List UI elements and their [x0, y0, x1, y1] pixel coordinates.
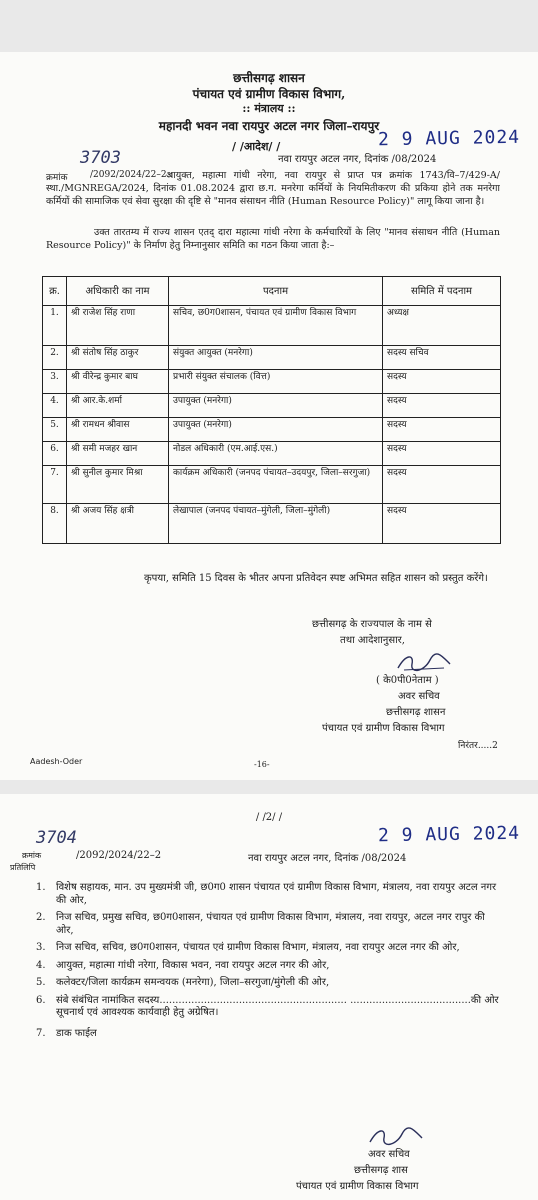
order-page-1	[0, 52, 538, 780]
governor-line1: छत्तीसगढ़ के राज्यपाल के नाम से	[312, 619, 432, 630]
cell-role: सदस्य	[383, 394, 501, 418]
cell-designation: प्रभारी संयुक्त संचालक (वित्त)	[169, 370, 383, 394]
cell-name: श्री रामधन श्रीवास	[67, 418, 169, 442]
table-row	[43, 346, 501, 370]
list-item: 6. संबे संबंधित नामांकित सदस्य........................................................... ......................................की ओर सूचनार्थ एवं आवश्यक कार्यवाही हेतु अग्रेषित।	[36, 994, 499, 1018]
committee-table	[42, 276, 501, 544]
signatory-designation: अवर सचिव	[398, 691, 440, 702]
cell-designation: नोडल अधिकारी (एम.आई.एस.)	[169, 442, 383, 466]
cell-serial: 3.	[43, 370, 67, 394]
cell-serial: 6.	[43, 442, 67, 466]
cell-name: श्री समी मजहर खान	[67, 442, 169, 466]
cell-designation: सचिव, छ0ग0शासन, पंचायत एवं ग्रामीण विकास विभाग	[169, 306, 383, 346]
signatory-govt: छत्तीसगढ़ शास	[354, 1165, 408, 1176]
inward-number: 3704	[36, 828, 77, 848]
list-item: 2. निज सचिव, प्रमुख सचिव, छ0ग0शासन, पंचायत एवं ग्रामीण विकास विभाग, मंत्रालय, नवा रायपुर, अटल नगर रापुर की ओर,	[36, 912, 485, 936]
cell-role: सदस्य	[383, 418, 501, 442]
list-item: 3. निज सचिव, सचिव, छ0ग0शासन, पंचायत एवं ग्रामीण विकास विभाग, मंत्रालय, नवा रायपुर अटल नगर की ओर,	[36, 942, 460, 953]
kramank-value: /2092/2024/22–2	[76, 850, 162, 861]
cell-designation: लेखापाल (जनपद पंचायत–मुंगेली, जिला–मुंगेली)	[169, 504, 383, 544]
cell-role: सदस्य	[383, 370, 501, 394]
list-item: 5. कलेक्टर/जिला कार्यक्रम समन्वयक (मनरेगा), जिला–सरगुजा/मुंगेली की ओर,	[36, 977, 330, 988]
col-header-name: अधिकारी का नाम	[67, 277, 169, 306]
col-header-committee-role: समिति में पदनाम	[383, 277, 501, 306]
page-number: -16-	[254, 760, 270, 769]
para2: उक्त तारतम्य में राज्य शासन एतद् दारा महात्मा गांधी नरेगा के कर्मचारियों के लिए "मानव संसाधन नीति (Human Resource Policy)" के निर्माण हेतु निम्नानुसार समिति का गठन किया जाता है:–	[46, 227, 500, 251]
signatory-designation: अवर सचिव	[368, 1149, 410, 1160]
table-row	[43, 306, 501, 346]
govt-header-line3: :: मंत्रालय ::	[242, 102, 296, 115]
footer-file-name: Aadesh-Oder	[30, 757, 83, 766]
cell-name: श्री सुनील कुमार मिश्रा	[67, 466, 169, 504]
cell-name: श्री संतोष सिंह ठाकुर	[67, 346, 169, 370]
govt-header-line1: छत्तीसगढ़ शासन	[233, 71, 305, 85]
table-row	[43, 370, 501, 394]
table-row	[43, 466, 501, 504]
govt-header-line2: पंचायत एवं ग्रामीण विकास विभाग,	[192, 87, 346, 101]
continued-marker: निरंतर.....2	[458, 741, 498, 751]
place-date: नवा रायपुर अटल नगर, दिनांक /08/2024	[248, 853, 407, 864]
cell-designation: उपायुक्त (मनरेगा)	[169, 394, 383, 418]
col-header-designation: पदनाम	[169, 277, 383, 306]
cell-serial: 4.	[43, 394, 67, 418]
kramank-label: क्रमांक	[46, 173, 68, 183]
cell-serial: 1.	[43, 306, 67, 346]
cell-name: श्री वीरेन्द्र कुमार बाघ	[67, 370, 169, 394]
para1: आयुक्त, महात्मा गांधी नरेगा, नवा रायपुर से प्राप्त पत्र क्रमांक 1743/वि–7/429-A/स्था./MGNREGA/2024, दिनांक 01.08.2024 द्वारा छ.ग. मनरेगा कर्मियों के नियमितीकरण की प्रकिया होने तक मनरेगा कर्मियों की सामाजिक एवं सेवा सुरक्षा की दृष्टि से "मानव संसाधन नीति (Human Resource Policy)" लागू किया जाना है।	[46, 170, 500, 207]
cell-designation: संयुक्त आयुक्त (मनरेगा)	[169, 346, 383, 370]
signatory-dept: पंचायत एवं ग्रामीण विकास विभाग	[322, 723, 445, 734]
signatory-name: ( के0पी0नेताम )	[376, 675, 439, 686]
kramank-value: /2092/2024/22–2::	[90, 170, 173, 180]
list-item: 4. आयुक्त, महात्मा गांधी नरेगा, विकास भवन, नवा रायपुर अटल नगर की ओर,	[36, 959, 330, 971]
inward-number: 3703	[80, 148, 121, 168]
place-date: नवा रायपुर अटल नगर, दिनांक /08/2024	[278, 154, 437, 165]
list-item: 1. विशेष सहायक, मान. उप मुख्यमंत्री जी, छ0ग0 शासन पंचायत एवं ग्रामीण विकास विभाग, मंत्रालय, नवा रायपुर अटल नगर की ओर,	[36, 882, 497, 906]
cell-name: श्री राजेश सिंह राणा	[67, 306, 169, 346]
committee-table-header	[43, 277, 501, 306]
cell-serial: 5.	[43, 418, 67, 442]
cell-name: श्री आर.के.शर्मा	[67, 394, 169, 418]
col-header-serial: क्र.	[43, 277, 67, 306]
para3: कृपया, समिति 15 दिवस के भीतर अपना प्रतिवेदन स्पष्ट अभिमत सहित शासन को प्रस्तुत करेंगे।	[144, 573, 488, 584]
cell-role: सदस्य	[383, 466, 501, 504]
cell-serial: 7.	[43, 466, 67, 504]
cell-role: सदस्य सचिव	[383, 346, 501, 370]
cell-role: अध्यक्ष	[383, 306, 501, 346]
cell-role: सदस्य	[383, 442, 501, 466]
governor-line2: तथा आदेशानुसार,	[340, 635, 405, 646]
page2-label: / /2/ /	[255, 812, 283, 823]
cell-designation: कार्यक्रम अधिकारी (जनपद पंचायत–उदयपुर, जिला–सरगुजा)	[169, 466, 383, 504]
dispatch-date-stamp: 2 9 AUG 2024	[377, 126, 521, 151]
table-row	[43, 442, 501, 466]
order-page-2	[0, 794, 538, 1200]
govt-header-line4: महानदी भवन नवा रायपुर अटल नगर जिला–रायपुर	[158, 119, 380, 133]
cell-role: सदस्य	[383, 504, 501, 544]
list-item: 7. डाक फाईल	[36, 1027, 97, 1039]
cell-serial: 8.	[43, 504, 67, 544]
dispatch-date-stamp: 2 9 AUG 2024	[377, 822, 521, 847]
signatory-dept: पंचायत एवं ग्रामीण विकास विभाग	[296, 1181, 419, 1192]
copy-distribution-list	[30, 882, 500, 1045]
order-label: / /आदेश/ /	[232, 140, 281, 153]
table-row	[43, 504, 501, 544]
cell-name: श्री अजय सिंह क्षत्री	[67, 504, 169, 544]
table-row	[43, 418, 501, 442]
kramank-label: क्रमांक	[22, 851, 42, 860]
table-row	[43, 394, 501, 418]
pratilipi-label: प्रतिलिपि	[10, 863, 36, 872]
signatory-govt: छत्तीसगढ़ शासन	[386, 707, 446, 718]
cell-serial: 2.	[43, 346, 67, 370]
cell-designation: उपायुक्त (मनरेगा)	[169, 418, 383, 442]
